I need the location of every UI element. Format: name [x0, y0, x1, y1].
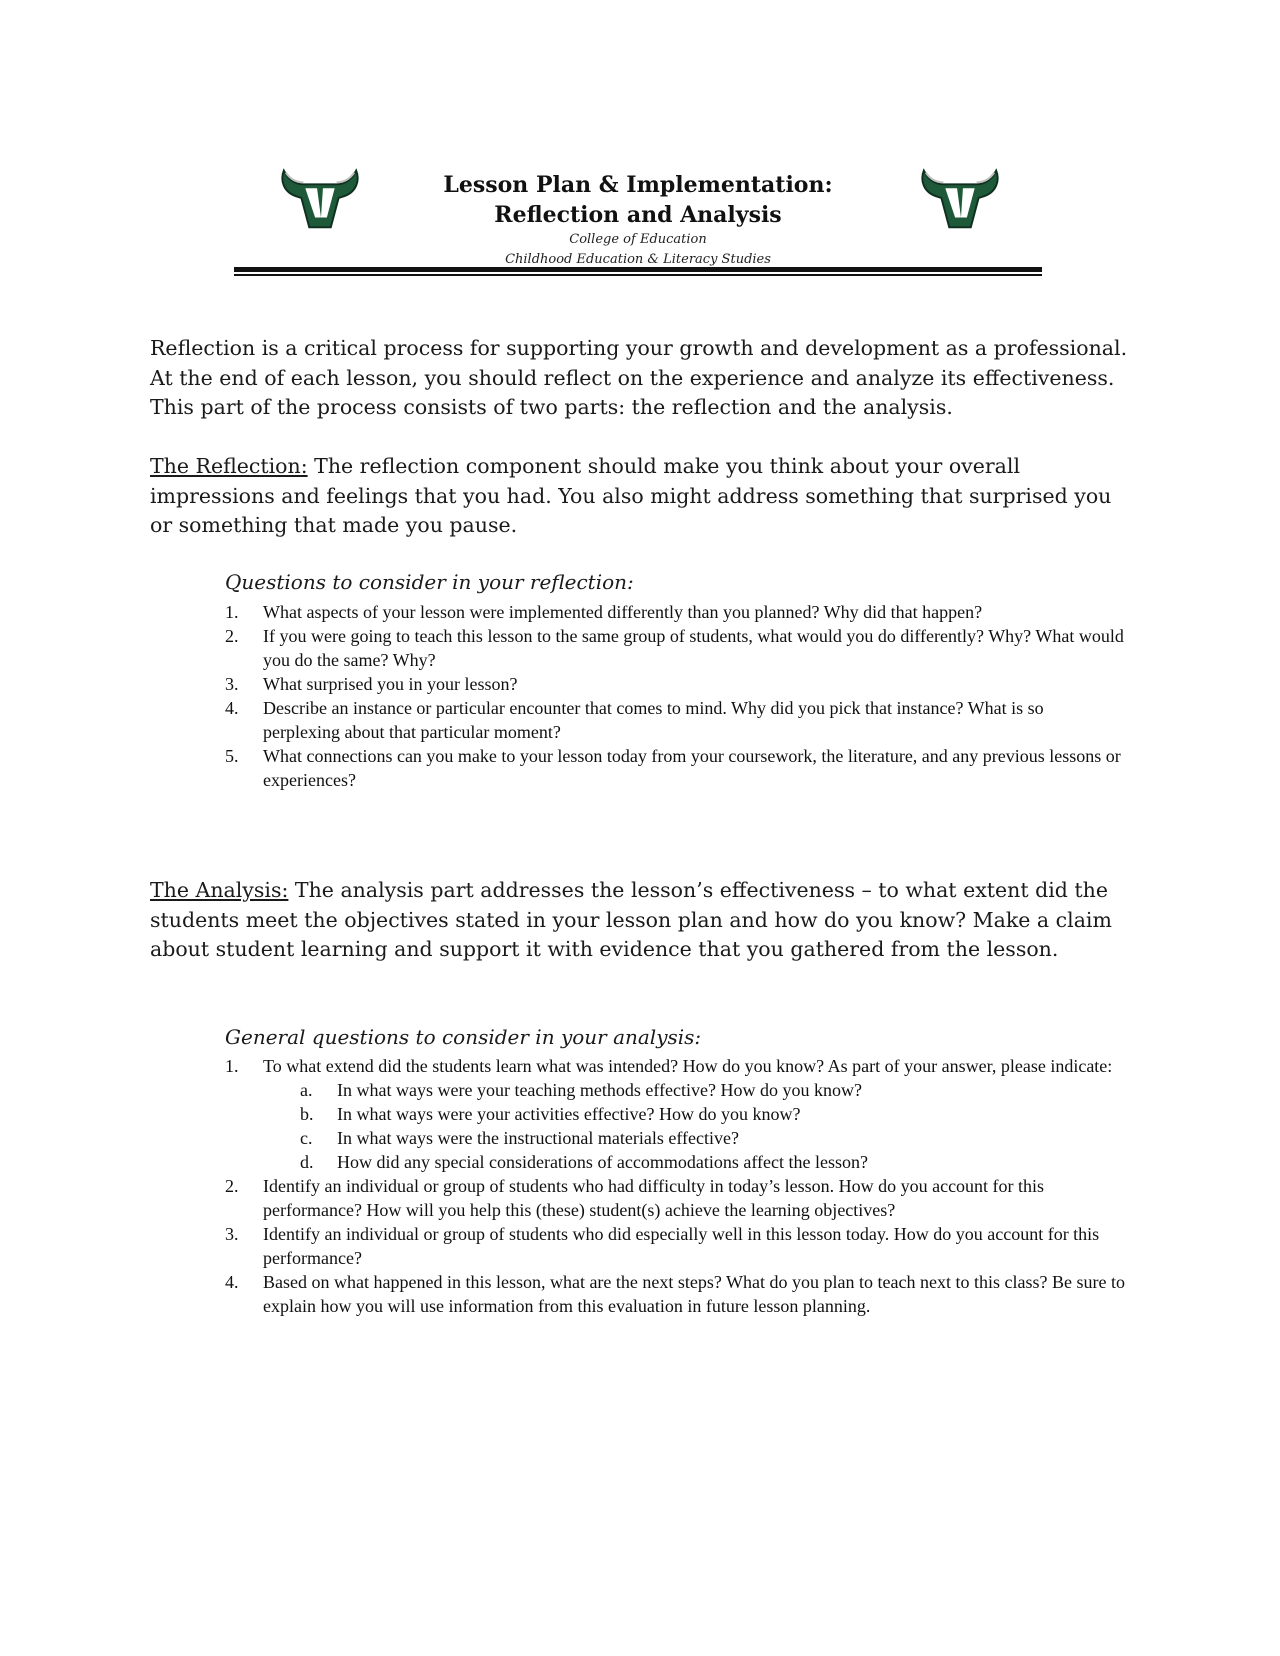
- list-item: [225, 744, 1125, 792]
- department-name: Childhood Education & Literacy Studies: [505, 252, 771, 267]
- list-item-number: 4.: [225, 1272, 239, 1292]
- list-item-text: Identify an individual or group of students who had difficulty in today’s lesson. How do you account for this performance? How will you help this (these) student(s) achieve the learning objectives?: [263, 1176, 1045, 1220]
- list-item-number: 2.: [225, 626, 239, 646]
- list-item-number: 3.: [225, 1224, 239, 1244]
- list-item-text: What aspects of your lesson were implemented differently than you planned? Why did that happen?: [263, 602, 983, 622]
- analysis-subquestion-list: [263, 1078, 1125, 1174]
- sub-list-item-letter: c.: [300, 1128, 313, 1148]
- analysis-questions-heading: General questions to consider in your analysis:: [225, 1025, 702, 1049]
- sub-list-item-text: How did any special considerations of accommodations affect the lesson?: [337, 1152, 869, 1172]
- college-name: College of Education: [569, 232, 707, 247]
- list-item-text: What surprised you in your lesson?: [263, 674, 518, 694]
- list-item: [225, 1174, 1125, 1222]
- sub-list-item: [263, 1102, 1125, 1126]
- list-item-text: If you were going to teach this lesson to the same group of students, what would you do differently? Why? What would you do the same? Why?: [263, 626, 1124, 670]
- list-item: [225, 1222, 1125, 1270]
- list-item-text: Based on what happened in this lesson, what are the next steps? What do you plan to teach next to this class? Be sure to explain how you will use information from this evaluation in future lesson planning.: [263, 1272, 1125, 1316]
- sub-list-item-letter: d.: [300, 1152, 314, 1172]
- list-item: [225, 1270, 1125, 1318]
- list-item-number: 5.: [225, 746, 239, 766]
- list-item-number: 1.: [225, 1056, 239, 1076]
- sub-list-item: [263, 1078, 1125, 1102]
- reflection-paragraph: [150, 452, 1140, 541]
- sub-list-item: [263, 1126, 1125, 1150]
- reflection-questions-heading: Questions to consider in your reflection:: [225, 570, 634, 594]
- list-item-text: To what extend did the students learn what was intended? How do you know? As part of your answer, please indicate:: [263, 1056, 1113, 1076]
- analysis-text: The analysis part addresses the lesson’s effectiveness – to what extent did the students meet the objectives stated in your lesson plan and how do you know? Make a claim about student learning and support it with evidence that you gathered from the lesson.: [150, 878, 1112, 961]
- header-divider-thick: [234, 267, 1042, 272]
- document-header: [234, 150, 1042, 280]
- document-title-line2: Reflection and Analysis: [494, 202, 782, 228]
- list-item: [225, 696, 1125, 744]
- document-title-block: [384, 170, 892, 270]
- list-item-number: 2.: [225, 1176, 239, 1196]
- list-item: [225, 624, 1125, 672]
- bull-logo-right-icon: [916, 158, 1004, 238]
- sub-list-item-letter: a.: [300, 1080, 313, 1100]
- sub-list-item-text: In what ways were your teaching methods effective? How do you know?: [337, 1080, 863, 1100]
- sub-list-item: [263, 1150, 1125, 1174]
- list-item-number: 4.: [225, 698, 239, 718]
- document-title-line1: Lesson Plan & Implementation:: [443, 172, 833, 198]
- analysis-label: The Analysis:: [150, 878, 289, 902]
- analysis-question-list: [225, 1054, 1125, 1318]
- reflection-label: The Reflection:: [150, 454, 308, 478]
- list-item: [225, 672, 1125, 696]
- analysis-paragraph: [150, 876, 1140, 965]
- list-item-text: What connections can you make to your lesson today from your coursework, the literature, and any previous lessons or experiences?: [263, 746, 1121, 790]
- list-item-number: 3.: [225, 674, 239, 694]
- sub-list-item-text: In what ways were your activities effective? How do you know?: [337, 1104, 801, 1124]
- sub-list-item-letter: b.: [300, 1104, 314, 1124]
- list-item: [225, 600, 1125, 624]
- list-item-text: Describe an instance or particular encounter that comes to mind. Why did you pick that instance? What is so perplexing about that particular moment?: [263, 698, 1044, 742]
- header-divider-thin: [234, 274, 1042, 276]
- reflection-question-list: [225, 600, 1125, 792]
- bull-logo-left-icon: [276, 158, 364, 238]
- sub-list-item-text: In what ways were the instructional materials effective?: [337, 1128, 740, 1148]
- reflection-text: The reflection component should make you think about your overall impressions and feelings that you had. You also might address something that surprised you or something that made you pause.: [150, 454, 1112, 537]
- intro-paragraph: Reflection is a critical process for supporting your growth and development as a professional. At the end of each lesson, you should reflect on the experience and analyze its effectiveness. This part of the process consists of two parts: the reflection and the analysis.: [150, 336, 1128, 419]
- list-item: [225, 1054, 1125, 1174]
- list-item-number: 1.: [225, 602, 239, 622]
- list-item-text: Identify an individual or group of students who did especially well in this lesson today. How do you account for this performance?: [263, 1224, 1100, 1268]
